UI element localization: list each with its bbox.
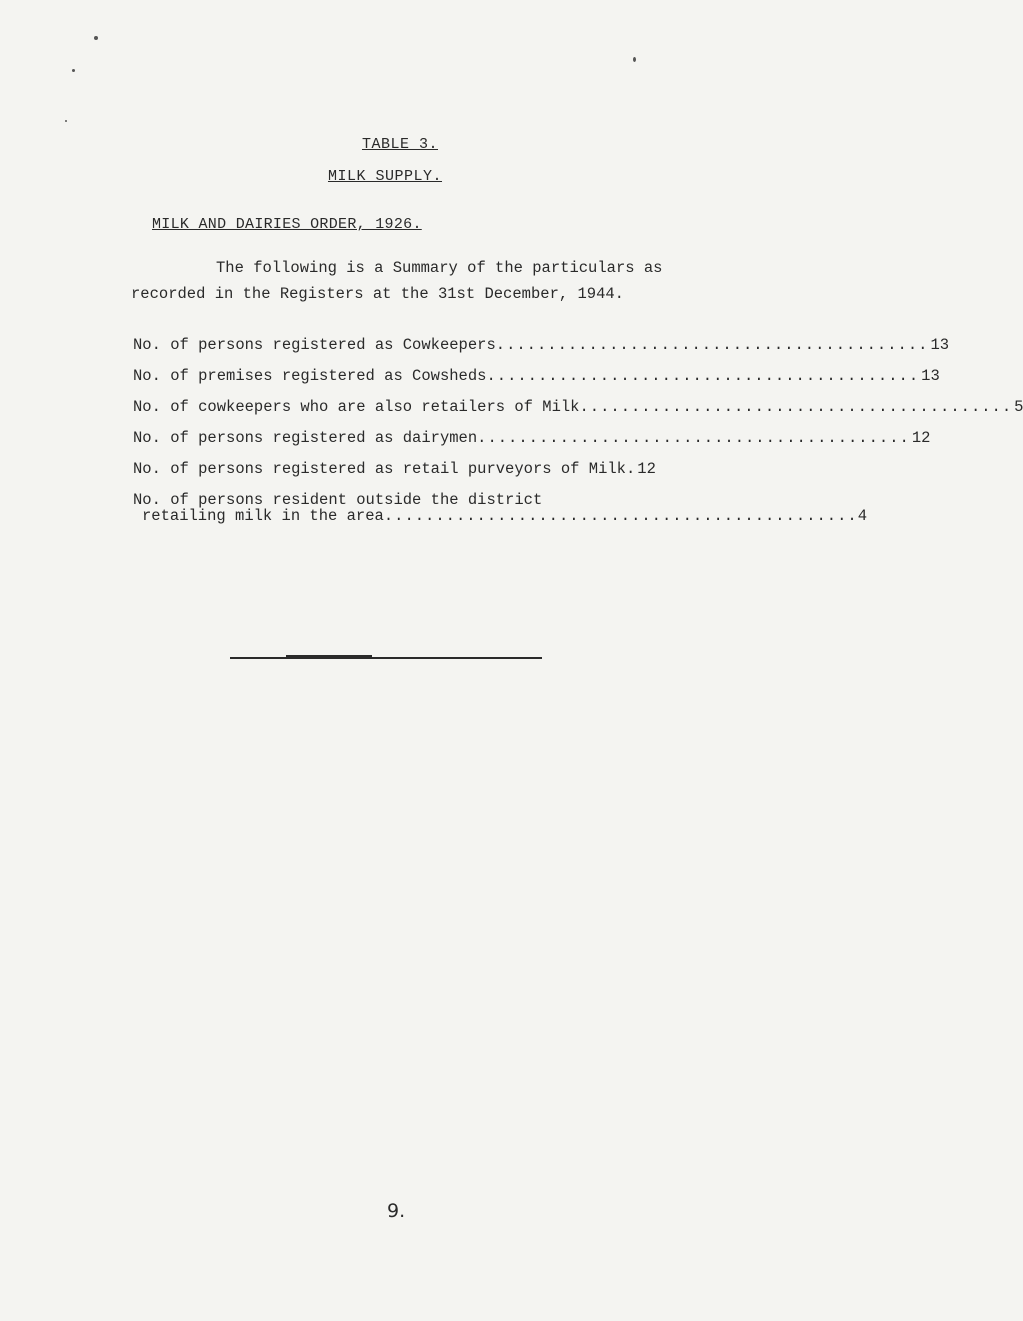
section-divider-accent — [286, 655, 372, 657]
item-value: 13 — [921, 367, 940, 385]
order-heading: MILK AND DAIRIES ORDER, 1926. — [152, 216, 422, 233]
register-summary-list — [133, 336, 1023, 525]
scan-speck — [94, 36, 98, 40]
list-item-dairymen — [133, 429, 931, 460]
scan-speck — [633, 57, 636, 62]
dot-leader: .......................................... — [579, 398, 1013, 416]
dot-leader: .......................................... — [486, 367, 920, 385]
item-value: 13 — [930, 336, 950, 354]
list-item-cowkeepers — [133, 336, 950, 367]
list-item-cowsheds — [133, 367, 940, 398]
page-number: 9. — [387, 1200, 406, 1222]
item-value: 5 — [1014, 398, 1023, 416]
section-title: MILK SUPPLY. — [327, 168, 443, 185]
dot-leader: .......................................... — [477, 429, 910, 447]
item-label-continued: retailing milk in the area — [142, 507, 384, 525]
item-label: No. of cowkeepers who are also retailers of Milk — [133, 398, 580, 416]
dot-leader: .......................................... — [495, 336, 929, 354]
item-value: 12 — [911, 429, 931, 447]
item-label: No. of persons registered as retail purveyors of Milk. — [133, 460, 636, 478]
item-label: No. of persons resident outside the district — [133, 491, 543, 509]
item-value: 12 — [637, 460, 656, 478]
item-label: No. of persons registered as dairymen — [133, 429, 478, 447]
table-title: TABLE 3. — [361, 136, 438, 153]
item-value: 4 — [857, 507, 868, 525]
section-divider — [230, 657, 542, 659]
list-item-purveyors — [133, 460, 745, 491]
scan-speck — [65, 120, 67, 122]
item-label: No. of premises registered as Cowsheds — [133, 367, 487, 385]
item-label: No. of persons registered as Cowkeepers — [133, 336, 496, 354]
intro-line-1: The following is a Summary of the particulars as — [216, 259, 663, 277]
dot-leader: .............................................. — [383, 507, 858, 525]
list-item-outside-district — [133, 491, 868, 525]
intro-line-2: recorded in the Registers at the 31st December, 1944. — [131, 285, 624, 303]
scan-speck — [72, 69, 75, 72]
list-item-retailers — [133, 398, 1023, 429]
